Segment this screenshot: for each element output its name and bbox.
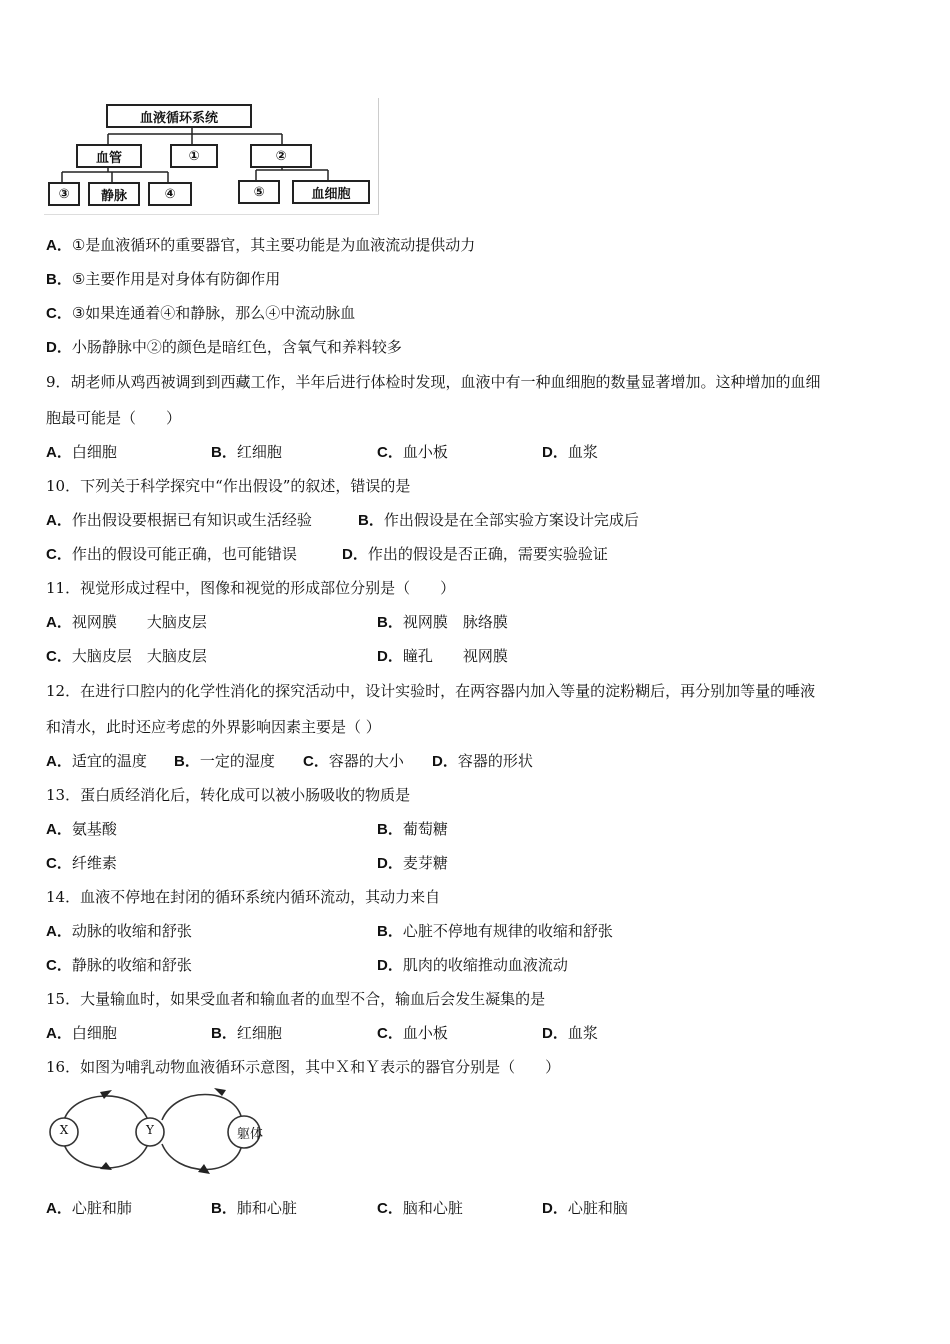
q14-option-d: D．肌肉的收缩推动血液流动 (377, 956, 568, 974)
q10-option-c: C．作出的假设可能正确，也可能错误 (46, 545, 297, 563)
q10-option-d: D．作出的假设是否正确，需要实验验证 (342, 545, 608, 563)
q12-option-c: C．容器的大小 (303, 752, 404, 770)
q9-stem-cont: 胞最可能是（ ） (46, 409, 182, 427)
q16-stem: 16．如图为哺乳动物血液循环示意图，其中Ｘ和Ｙ表示的器官分别是（ ） (46, 1058, 561, 1076)
q11-option-a: A．视网膜 大脑皮层 (46, 613, 207, 631)
q12-option-a: A．适宜的温度 (46, 752, 147, 770)
q15-option-c: C．血小板 (377, 1024, 448, 1042)
organ-x-label: X (59, 1123, 69, 1137)
tree-node-5: ⑤ (238, 180, 280, 204)
q16-option-d: D．心脏和脑 (542, 1199, 628, 1217)
q11-option-c: C．大脑皮层 大脑皮层 (46, 647, 207, 665)
q13-option-a: A．氨基酸 (46, 820, 117, 838)
q10-option-b: B．作出假设是在全部实验方案设计完成后 (358, 511, 639, 529)
organ-y-label: Y (146, 1123, 154, 1137)
q9-stem: 9．胡老师从鸡西被调到到西藏工作，半年后进行体检时发现，血液中有一种血细胞的数量显著增加。这种增加的血细 (46, 373, 821, 391)
circulation-loop-figure (44, 1086, 274, 1180)
circulation-tree-figure (44, 98, 379, 215)
q10-stem: 10．下列关于科学探究中“作出假设”的叙述，错误的是 (46, 477, 411, 495)
pulmonary-upper-arc (64, 1096, 148, 1120)
q9-option-a: A．白细胞 (46, 443, 117, 461)
systemic-lower-arc (162, 1144, 242, 1170)
q8-option-b: B．⑤主要作用是对身体有防御作用 (46, 270, 281, 288)
q11-option-b: B．视网膜 脉络膜 (377, 613, 508, 631)
q13-option-c: C．纤维素 (46, 854, 117, 872)
q15-option-b: B．红细胞 (211, 1024, 282, 1042)
q8-option-d: D．小肠静脉中②的颜色是暗红色，含氧气和养料较多 (46, 338, 402, 356)
q13-stem: 13．蛋白质经消化后，转化成可以被小肠吸收的物质是 (46, 786, 411, 804)
q12-stem: 12．在进行口腔内的化学性消化的探究活动中，设计实验时，在两容器内加入等量的淀粉糊后，再分别加等量的唾液 (46, 682, 816, 700)
arrow-upper-left (100, 1090, 112, 1099)
body-label: 躯体 (236, 1127, 263, 1142)
tree-node-vein: 静脉 (88, 182, 140, 206)
q9-option-b: B．红细胞 (211, 443, 282, 461)
q12-option-d: D．容器的形状 (432, 752, 533, 770)
tree-root-box: 血液循环系统 (106, 104, 252, 128)
tree-node-3: ③ (48, 182, 80, 206)
tree-node-2: ② (250, 144, 312, 168)
q11-stem: 11．视觉形成过程中，图像和视觉的形成部位分别是（ ） (46, 579, 456, 597)
tree-node-4: ④ (148, 182, 192, 206)
q14-option-c: C．静脉的收缩和舒张 (46, 956, 192, 974)
tree-node-vessel: 血管 (76, 144, 142, 168)
arrow-lower-left (100, 1162, 112, 1170)
tree-node-1: ① (170, 144, 218, 168)
q13-option-d: D．麦芽糖 (377, 854, 448, 872)
q8-option-c: C．③如果连通着④和静脉，那么④中流动脉血 (46, 304, 356, 322)
q14-option-a: A．动脉的收缩和舒张 (46, 922, 192, 940)
q15-option-d: D．血浆 (542, 1024, 598, 1042)
q16-option-a: A．心脏和肺 (46, 1199, 132, 1217)
q11-option-d: D．瞳孔 视网膜 (377, 647, 508, 665)
q10-option-a: A．作出假设要根据已有知识或生活经验 (46, 511, 312, 529)
q14-stem: 14．血液不停地在封闭的循环系统内循环流动，其动力来自 (46, 888, 441, 906)
q8-option-a: A．①是血液循环的重要器官，其主要功能是为血液流动提供动力 (46, 236, 476, 254)
q12-option-b: B．一定的湿度 (174, 752, 275, 770)
q16-option-c: C．脑和心脏 (377, 1199, 463, 1217)
q16-option-b: B．肺和心脏 (211, 1199, 297, 1217)
q15-stem: 15．大量输血时，如果受血者和输血者的血型不合，输血后会发生凝集的是 (46, 990, 546, 1008)
q9-option-d: D．血浆 (542, 443, 598, 461)
q9-option-c: C．血小板 (377, 443, 448, 461)
q13-option-b: B．葡萄糖 (377, 820, 448, 838)
q14-option-b: B．心脏不停地有规律的收缩和舒张 (377, 922, 613, 940)
q12-stem-cont: 和清水，此时还应考虑的外界影响因素主要是（ ） (46, 718, 381, 736)
q15-option-a: A．白细胞 (46, 1024, 117, 1042)
systemic-upper-arc (162, 1095, 242, 1121)
tree-node-blood-cell: 血细胞 (292, 180, 370, 204)
